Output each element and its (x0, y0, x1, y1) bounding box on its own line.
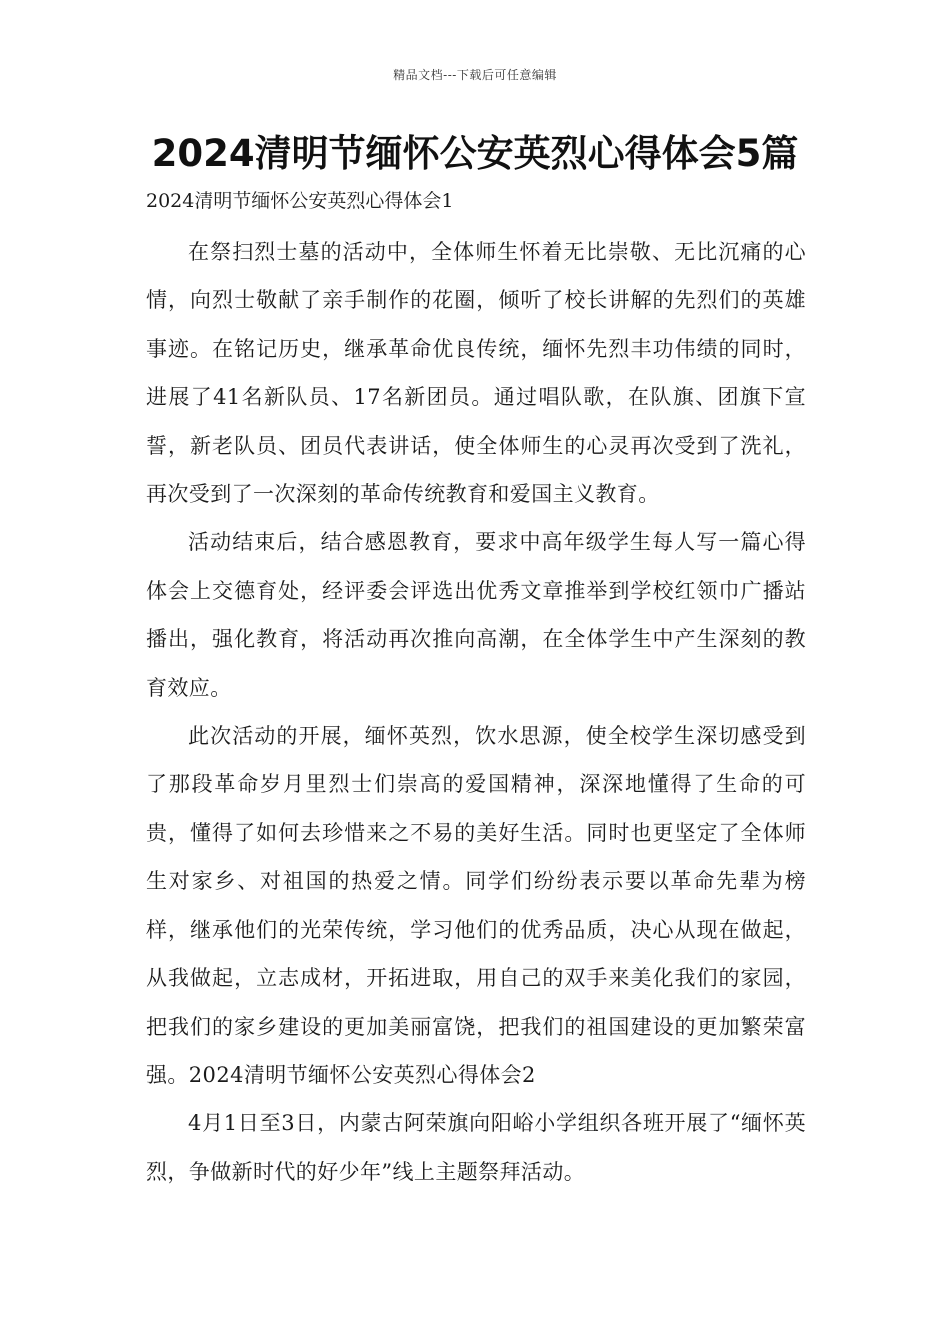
header-note: 精品文档---下载后可任意编辑 (393, 68, 557, 82)
paragraph-1: 在祭扫烈士墓的活动中，全体师生怀着无比崇敬、无比沉痛的心情，向烈士敬献了亲手制作的花圈，倾听了校长讲解的先烈们的英雄事迹。在铭记历史，继承革命优良传统，缅怀先烈丰功伟绩的同时，进展了41名新队员、17名新团员。通过唱队歌，在队旗、团旗下宣誓，新老队员、团员代表讲话，使全体师生的心灵再次受到了洗礼，再次受到了一次深刻的革命传统教育和爱国主义教育。 (146, 240, 806, 507)
paragraph-3: 此次活动的开展，缅怀英烈，饮水思源，使全校学生深切感受到了那段革命岁月里烈士们崇高的爱国精神，深深地懂得了生命的可贵，懂得了如何去珍惜来之不易的美好生活。同时也更坚定了全体师生对家乡、对祖国的热爱之情。同学们纷纷表示要以革命先辈为榜样，继承他们的光荣传统，学习他们的优秀品质，决心从现在做起，从我做起，立志成材，开拓进取，用自己的双手来美化我们的家园，把我们的家乡建设的更加美丽富饶，把我们的祖国建设的更加繁荣富强。2024清明节缅怀公安英烈心得体会2 (146, 724, 806, 1087)
paragraph-2: 活动结束后，结合感恩教育，要求中高年级学生每人写一篇心得体会上交德育处，经评委会评选出优秀文章推举到学校红领巾广播站播出，强化教育，将活动再次推向高潮，在全体学生中产生深刻的教育效应。 (146, 530, 806, 700)
section-heading: 2024清明节缅怀公安英烈心得体会1 (146, 190, 454, 212)
document-body (146, 228, 806, 1196)
paragraph-4: 4月1日至3日，内蒙古阿荣旗向阳峪小学组织各班开展了“缅怀英烈，争做新时代的好少年”线上主题祭拜活动。 (146, 1111, 806, 1184)
document-title: 2024清明节缅怀公安英烈心得体会5篇 (151, 132, 799, 175)
